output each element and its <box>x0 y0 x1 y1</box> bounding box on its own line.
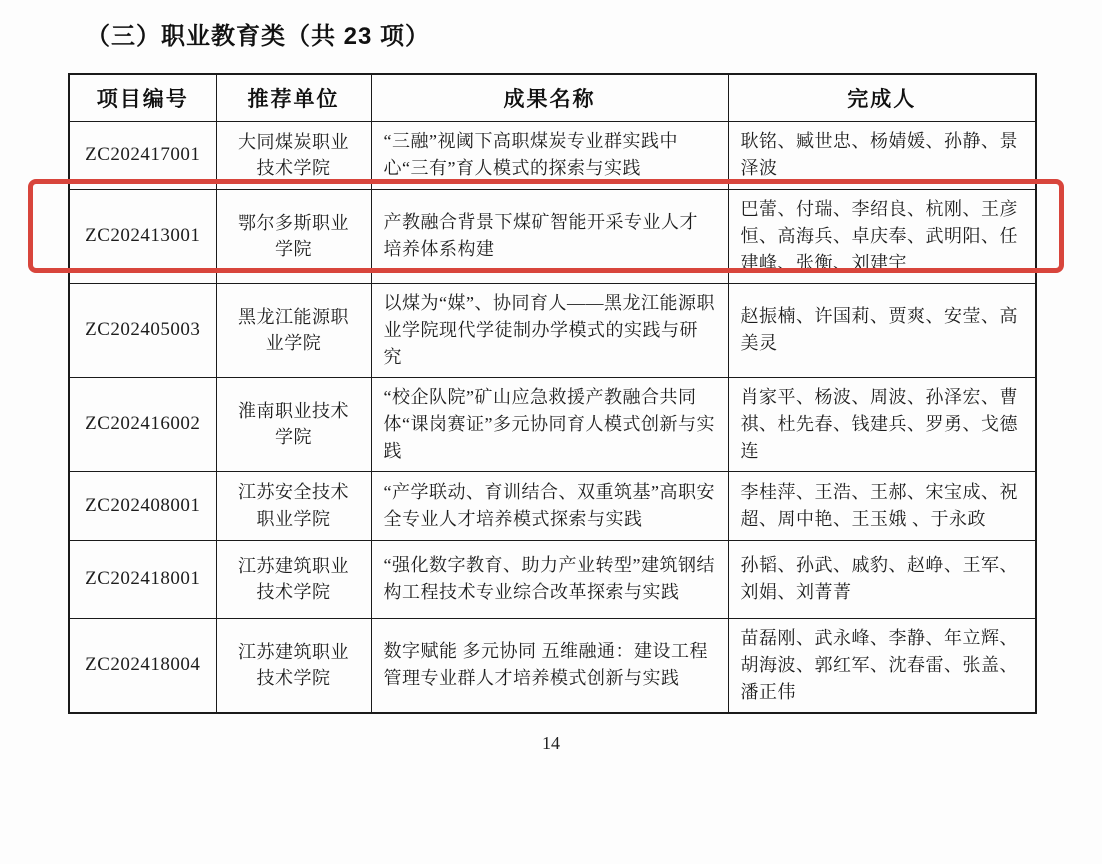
cell-recommending-unit: 黑龙江能源职业学院 <box>216 283 371 377</box>
cell-completers: 苗磊刚、武永峰、李静、年立辉、胡海波、郭红军、沈春雷、张盖、潘正伟 <box>728 618 1036 713</box>
cell-project-id: ZC202417001 <box>69 121 216 189</box>
table-row <box>69 540 1036 618</box>
cell-completers: 赵振楠、许国莉、贾爽、安莹、高美灵 <box>728 283 1036 377</box>
achievements-table <box>68 73 1037 714</box>
cell-recommending-unit: 江苏建筑职业技术学院 <box>216 618 371 713</box>
cell-achievement-name: 产教融合背景下煤矿智能开采专业人才培养体系构建 <box>371 189 728 283</box>
cell-recommending-unit: 淮南职业技术学院 <box>216 377 371 471</box>
cell-project-id: ZC202413001 <box>69 189 216 283</box>
cell-project-id: ZC202416002 <box>69 377 216 471</box>
cell-achievement-name: “强化数字教育、助力产业转型”建筑钢结构工程技术专业综合改革探索与实践 <box>371 540 728 618</box>
table-row <box>69 471 1036 540</box>
cell-achievement-name: “产学联动、育训结合、双重筑基”高职安全专业人才培养模式探索与实践 <box>371 471 728 540</box>
cell-recommending-unit: 鄂尔多斯职业学院 <box>216 189 371 283</box>
cell-achievement-name: “三融”视阈下高职煤炭专业群实践中心“三有”育人模式的探索与实践 <box>371 121 728 189</box>
section-title: （三）职业教育类（共 23 项） <box>86 23 431 50</box>
cell-achievement-name: “校企队院”矿山应急救援产教融合共同体“课岗赛证”多元协同育人模式创新与实践 <box>371 377 728 471</box>
cell-project-id: ZC202405003 <box>69 283 216 377</box>
cell-recommending-unit: 大同煤炭职业技术学院 <box>216 121 371 189</box>
table-row <box>69 377 1036 471</box>
cell-completers: 耿铭、臧世忠、杨婧媛、孙静、景泽波 <box>728 121 1036 189</box>
cell-completers: 巴蕾、付瑞、李绍良、杭刚、王彦恒、高海兵、卓庆奉、武明阳、任建峰、张衡、刘建宇 <box>728 189 1036 283</box>
table-row <box>69 121 1036 189</box>
cell-project-id: ZC202418004 <box>69 618 216 713</box>
col-header-project-id: 项目编号 <box>69 74 216 121</box>
table-row <box>69 618 1036 713</box>
col-header-achievement-name: 成果名称 <box>371 74 728 121</box>
cell-project-id: ZC202408001 <box>69 471 216 540</box>
table-row <box>69 283 1036 377</box>
table-row-highlighted <box>69 189 1036 283</box>
cell-completers: 孙韬、孙武、戚豹、赵峥、王军、刘娟、刘菁菁 <box>728 540 1036 618</box>
table-header-row <box>69 74 1036 121</box>
cell-recommending-unit: 江苏安全技术职业学院 <box>216 471 371 540</box>
cell-completers: 肖家平、杨波、周波、孙泽宏、曹祺、杜先春、钱建兵、罗勇、戈德连 <box>728 377 1036 471</box>
cell-achievement-name: 以煤为“媒”、协同育人——黑龙江能源职业学院现代学徒制办学模式的实践与研究 <box>371 283 728 377</box>
col-header-completers: 完成人 <box>728 74 1036 121</box>
cell-project-id: ZC202418001 <box>69 540 216 618</box>
col-header-recommending-unit: 推荐单位 <box>216 74 371 121</box>
cell-achievement-name: 数字赋能 多元协同 五维融通：建设工程管理专业群人才培养模式创新与实践 <box>371 618 728 713</box>
cell-completers: 李桂萍、王浩、王郝、宋宝成、祝超、周中艳、王玉娥 、于永政 <box>728 471 1036 540</box>
cell-recommending-unit: 江苏建筑职业技术学院 <box>216 540 371 618</box>
page-number: 14 <box>542 733 560 753</box>
